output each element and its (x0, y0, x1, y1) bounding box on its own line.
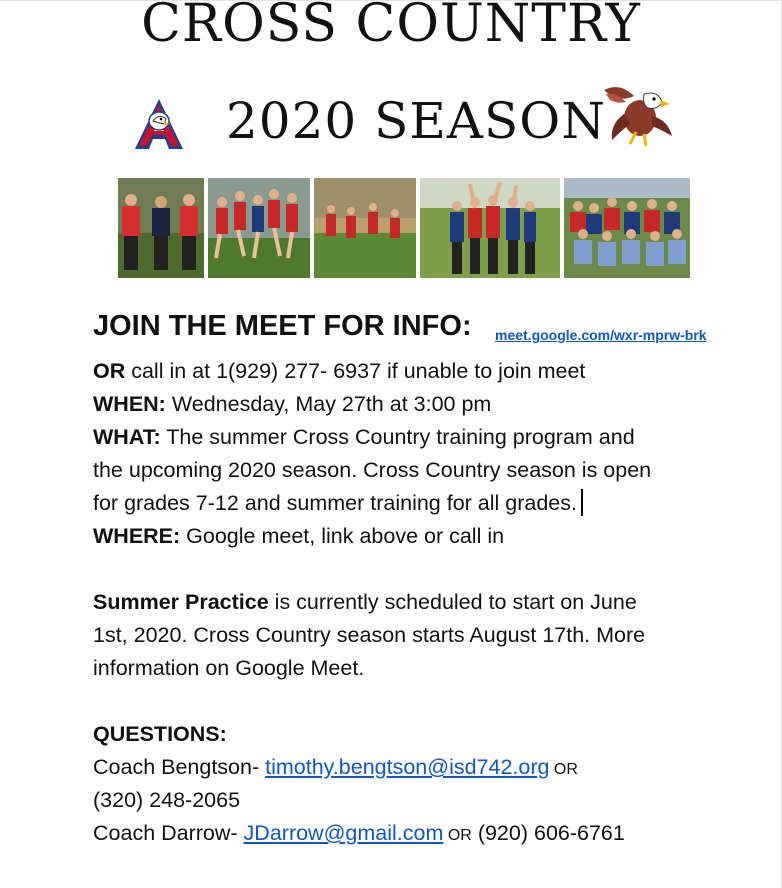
what-line-1 (93, 421, 635, 454)
practice-line-1 (93, 586, 637, 619)
what-line-2: the upcoming 2020 season. Cross Country season is open (93, 458, 652, 482)
school-a-logo-icon (131, 97, 187, 151)
what-label: WHAT: (93, 425, 161, 449)
coach2-prefix: Coach Darrow- (93, 821, 244, 845)
when-label: WHEN: (93, 392, 166, 416)
coach1-or: OR (549, 761, 578, 778)
coach2-phone: (920) 606-6761 (471, 821, 625, 845)
coach2-or: OR (443, 827, 472, 844)
title-line-2: 2020 SEASON (226, 92, 606, 150)
team-photo-2 (208, 178, 310, 278)
team-photo-1 (118, 178, 204, 278)
google-meet-link[interactable]: meet.google.com/wxr-mprw-brk (495, 327, 707, 343)
where-label: WHERE: (93, 524, 181, 548)
where-line (93, 520, 504, 553)
questions-heading: QUESTIONS: (93, 722, 227, 746)
team-photo-4 (420, 178, 560, 278)
what-line-3 (93, 487, 583, 520)
practice-text-1: is currently scheduled to start on June (268, 590, 637, 614)
practice-line-2: 1st, 2020. Cross Country season starts August 17th. More (93, 623, 646, 647)
call-in-text: call in at 1(929) 277- 6937 if unable to join meet (125, 359, 586, 383)
eagle-mascot-icon (600, 80, 674, 148)
what-text-3: for grades 7-12 and summer training for all grades. (93, 491, 577, 515)
join-meet-heading: JOIN THE MEET FOR INFO: (93, 310, 472, 342)
team-photo-3 (314, 178, 416, 278)
what-text-1: The summer Cross Country training program and (160, 425, 635, 449)
coach1-phone: (320) 248-2065 (93, 788, 241, 812)
coach2-line (93, 817, 625, 852)
title-line-1: CROSS COUNTRY (141, 0, 641, 54)
practice-line-3: information on Google Meet. (93, 656, 365, 680)
coach1-email-link[interactable]: timothy.bengtson@isd742.org (265, 755, 550, 779)
practice-label: Summer Practice (93, 590, 269, 614)
where-text: Google meet, link above or call in (180, 524, 505, 548)
team-photo-5 (564, 178, 690, 278)
coach1-line (93, 751, 578, 786)
text-cursor (581, 489, 583, 516)
or-label: OR (93, 359, 126, 383)
call-in-line (93, 355, 585, 388)
when-text: Wednesday, May 27th at 3:00 pm (165, 392, 492, 416)
coach1-prefix: Coach Bengtson- (93, 755, 266, 779)
coach2-email-link[interactable]: JDarrow@gmail.com (243, 821, 444, 845)
when-line (93, 388, 491, 421)
